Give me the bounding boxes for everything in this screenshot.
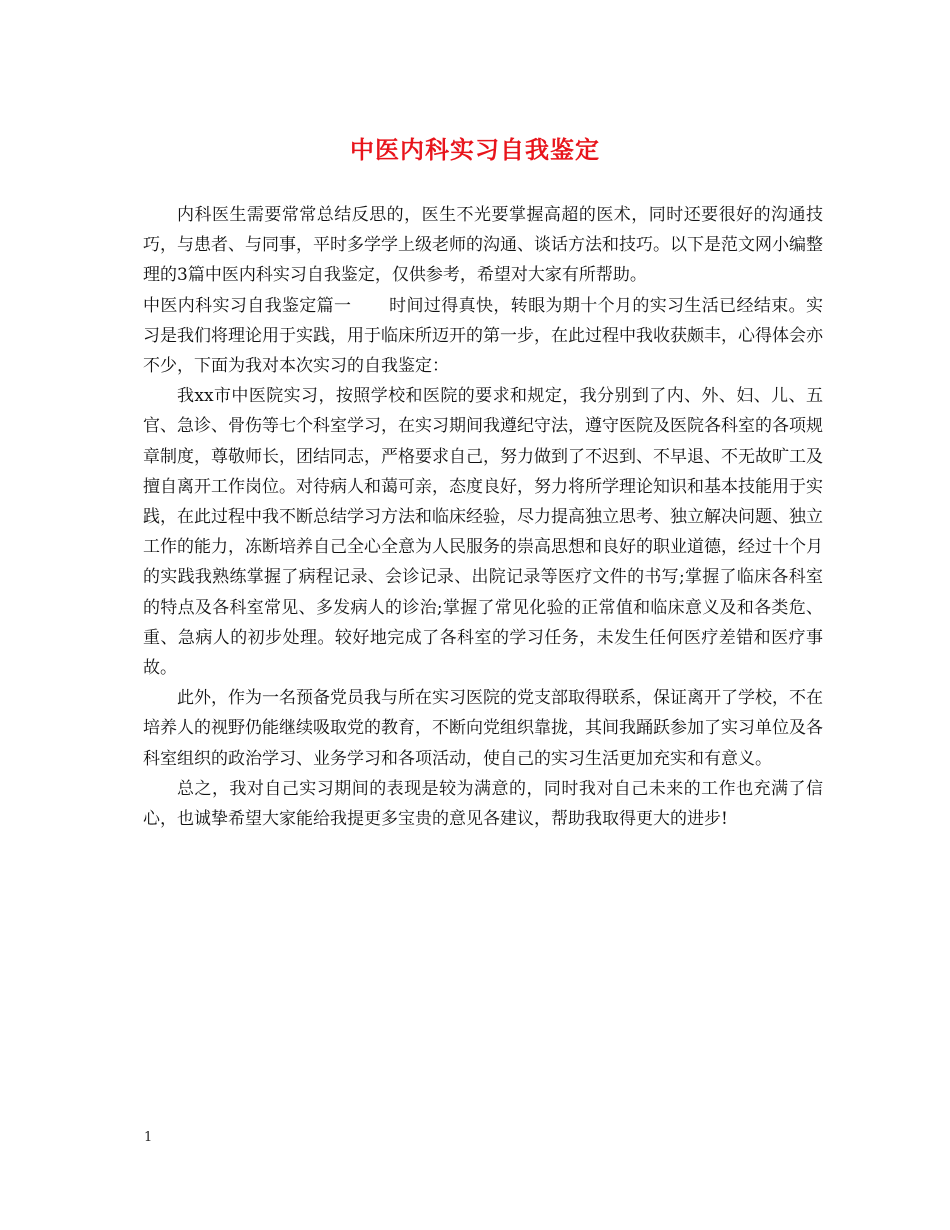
intro-paragraph: 内科医生需要常常总结反思的，医生不光要掌握高超的医术，同时还要很好的沟通技巧，与患者、与同事，平时多学学上级老师的沟通、谈话方法和技巧。以下是范文网小编整理的3篇中医内科实习自我鉴定，仅供参考，希望对大家有所帮助。	[143, 205, 823, 286]
section-paragraph	[143, 291, 823, 382]
section-opening-text: 时间过得真快，转眼为期十个月的实习生活已经结束。实习是我们将理论用于实践，用于临床所迈开的第一步，在此过程中我收获颇丰，心得体会亦不少，下面为我对本次实习的自我鉴定：	[143, 295, 824, 377]
document-body	[143, 200, 823, 834]
body-paragraph-conclusion: 总之，我对自己实习期间的表现是较为满意的，同时我对自己未来的工作也充满了信心，也诚挚希望大家能给我提更多宝贵的意见各建议，帮助我取得更大的进步!	[143, 778, 823, 830]
body-paragraph-internship: 我xx市中医院实习，按照学校和医院的要求和规定，我分别到了内、外、妇、儿、五官、急诊、骨伤等七个科室学习，在实习期间我遵纪守法，遵守医院及医院各科室的各项规章制度，尊敬师长，团结同志，严格要求自己，努力做到了不迟到、不早退、不无故旷工及擅自离开工作岗位。对待病人和蔼可亲，态度良好，努力将所学理论知识和基本技能用于实践，在此过程中我不断总结学习方法和临床经验，尽力提高独立思考、独立解决问题、独立工作的能力，冻断培养自己全心全意为人民服务的崇高思想和良好的职业道德，经过十个月的实践我熟练掌握了病程记录、会诊记录、出院记录等医疗文件的书写;掌握了临床各科室的特点及各科室常见、多发病人的诊治;掌握了常见化验的正常值和临床意义及和各类危、重、急病人的初步处理。较好地完成了各科室的学习任务，未发生任何医疗差错和医疗事故。	[143, 386, 823, 679]
page-title: 中医内科实习自我鉴定	[350, 135, 600, 164]
body-paragraph-party: 此外，作为一名预备党员我与所在实习医院的党支部取得联系，保证离开了学校，不在培养人的视野仍能继续吸取党的教育，不断向党组织靠拢，其间我踊跃参加了实习单位及各科室组织的政治学习、业务学习和各项活动，使自己的实习生活更加充实和有意义。	[143, 688, 823, 769]
section-heading: 中医内科实习自我鉴定篇一	[143, 295, 352, 316]
page-number: 1	[144, 1130, 153, 1145]
